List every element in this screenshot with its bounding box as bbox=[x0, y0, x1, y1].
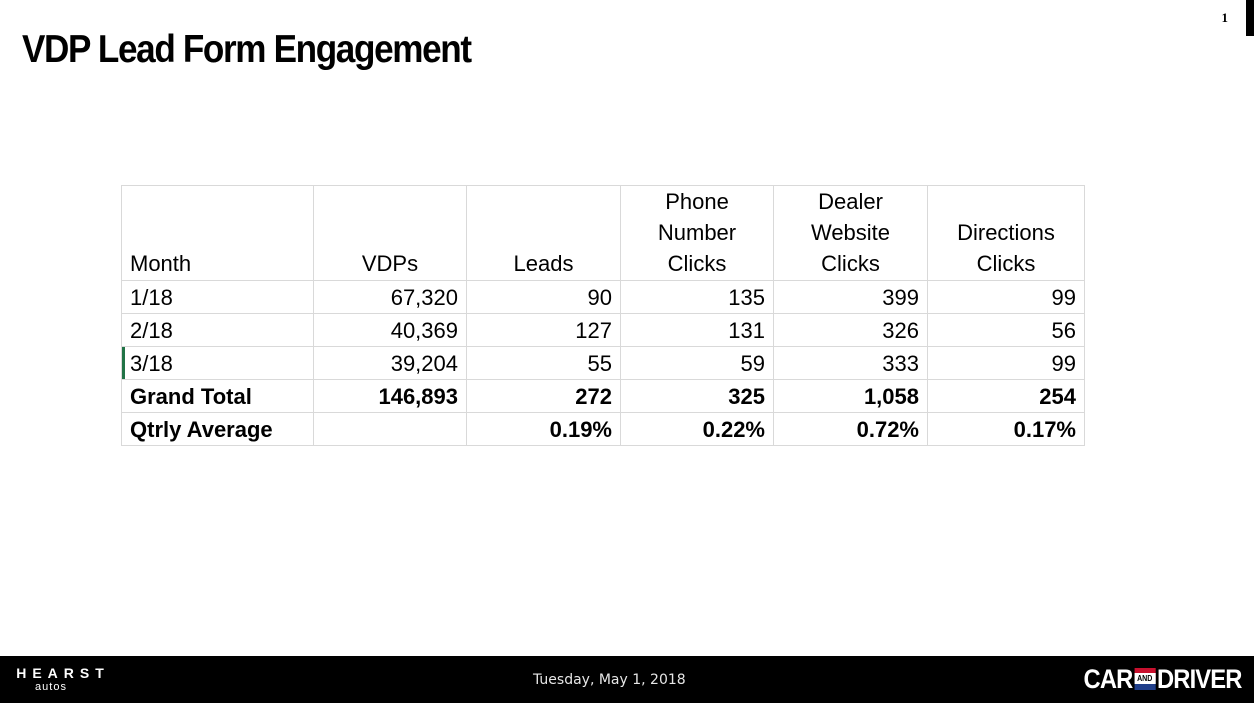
cell-leads[interactable]: 55 bbox=[467, 347, 621, 380]
table-row bbox=[122, 281, 1085, 314]
header-dealer-line1: Dealer bbox=[818, 189, 883, 214]
header-vdps bbox=[314, 186, 467, 281]
cell-month[interactable]: 1/18 bbox=[122, 281, 314, 314]
cell-dealer-clicks[interactable]: 333 bbox=[774, 347, 928, 380]
header-directions-line1: Directions bbox=[957, 220, 1055, 245]
grand-total-dealer-clicks[interactable]: 1,058 bbox=[774, 380, 928, 413]
qtrly-average-vdps[interactable] bbox=[314, 413, 467, 446]
qtrly-average-row bbox=[122, 413, 1085, 446]
header-vdps-label: VDPs bbox=[361, 251, 419, 276]
header-phone-line3: Clicks bbox=[667, 251, 727, 276]
cd-logo-car: CAR bbox=[1084, 663, 1133, 694]
footer-date: Tuesday, May 1, 2018 bbox=[533, 672, 686, 688]
header-phone-line2: Number bbox=[657, 220, 737, 245]
header-month-label: Month bbox=[130, 251, 192, 276]
cd-logo-and: AND bbox=[1135, 673, 1156, 684]
cell-phone-clicks[interactable]: 131 bbox=[621, 314, 774, 347]
slide-title: VDP Lead Form Engagement bbox=[22, 28, 471, 71]
qtrly-average-label[interactable]: Qtrly Average bbox=[122, 413, 314, 446]
footer-bar bbox=[0, 656, 1254, 703]
cd-logo-and-badge bbox=[1135, 668, 1156, 690]
header-phone-clicks bbox=[621, 186, 774, 281]
header-leads-label: Leads bbox=[513, 251, 574, 276]
qtrly-average-dealer-clicks[interactable]: 0.72% bbox=[774, 413, 928, 446]
qtrly-average-directions-clicks[interactable]: 0.17% bbox=[928, 413, 1085, 446]
hearst-logo-word: HEARST bbox=[16, 665, 110, 681]
cell-dealer-clicks[interactable]: 399 bbox=[774, 281, 928, 314]
table-row bbox=[122, 347, 1085, 380]
cell-directions-clicks[interactable]: 99 bbox=[928, 347, 1085, 380]
cd-logo-driver: DRIVER bbox=[1157, 663, 1242, 694]
header-phone-line1: Phone bbox=[665, 189, 729, 214]
grand-total-leads[interactable]: 272 bbox=[467, 380, 621, 413]
cell-vdps[interactable]: 40,369 bbox=[314, 314, 467, 347]
car-and-driver-logo bbox=[1084, 664, 1242, 694]
header-leads bbox=[467, 186, 621, 281]
page-marker bbox=[1246, 0, 1254, 36]
qtrly-average-phone-clicks[interactable]: 0.22% bbox=[621, 413, 774, 446]
engagement-table-container bbox=[121, 185, 1084, 446]
grand-total-label[interactable]: Grand Total bbox=[122, 380, 314, 413]
header-directions-line2: Clicks bbox=[976, 251, 1036, 276]
header-dealer-clicks bbox=[774, 186, 928, 281]
grand-total-vdps[interactable]: 146,893 bbox=[314, 380, 467, 413]
grand-total-directions-clicks[interactable]: 254 bbox=[928, 380, 1085, 413]
cell-phone-clicks[interactable]: 59 bbox=[621, 347, 774, 380]
grand-total-phone-clicks[interactable]: 325 bbox=[621, 380, 774, 413]
cell-vdps[interactable]: 67,320 bbox=[314, 281, 467, 314]
cell-dealer-clicks[interactable]: 326 bbox=[774, 314, 928, 347]
header-row bbox=[122, 186, 1085, 281]
cell-vdps[interactable]: 39,204 bbox=[314, 347, 467, 380]
cell-month-active[interactable]: 3/18 bbox=[122, 347, 314, 380]
header-dealer-line2: Website bbox=[810, 220, 891, 245]
cell-leads[interactable]: 90 bbox=[467, 281, 621, 314]
grand-total-row bbox=[122, 380, 1085, 413]
hearst-logo-sub: autos bbox=[35, 681, 67, 693]
table-row bbox=[122, 314, 1085, 347]
header-directions-clicks bbox=[928, 186, 1085, 281]
cell-directions-clicks[interactable]: 99 bbox=[928, 281, 1085, 314]
engagement-table bbox=[121, 185, 1085, 446]
header-dealer-line3: Clicks bbox=[821, 251, 880, 276]
cell-month[interactable]: 2/18 bbox=[122, 314, 314, 347]
qtrly-average-leads[interactable]: 0.19% bbox=[467, 413, 621, 446]
page-number: 1 bbox=[1221, 10, 1228, 25]
cell-phone-clicks[interactable]: 135 bbox=[621, 281, 774, 314]
hearst-autos-logo bbox=[8, 666, 118, 694]
cell-leads[interactable]: 127 bbox=[467, 314, 621, 347]
header-month bbox=[122, 186, 314, 281]
cell-directions-clicks[interactable]: 56 bbox=[928, 314, 1085, 347]
